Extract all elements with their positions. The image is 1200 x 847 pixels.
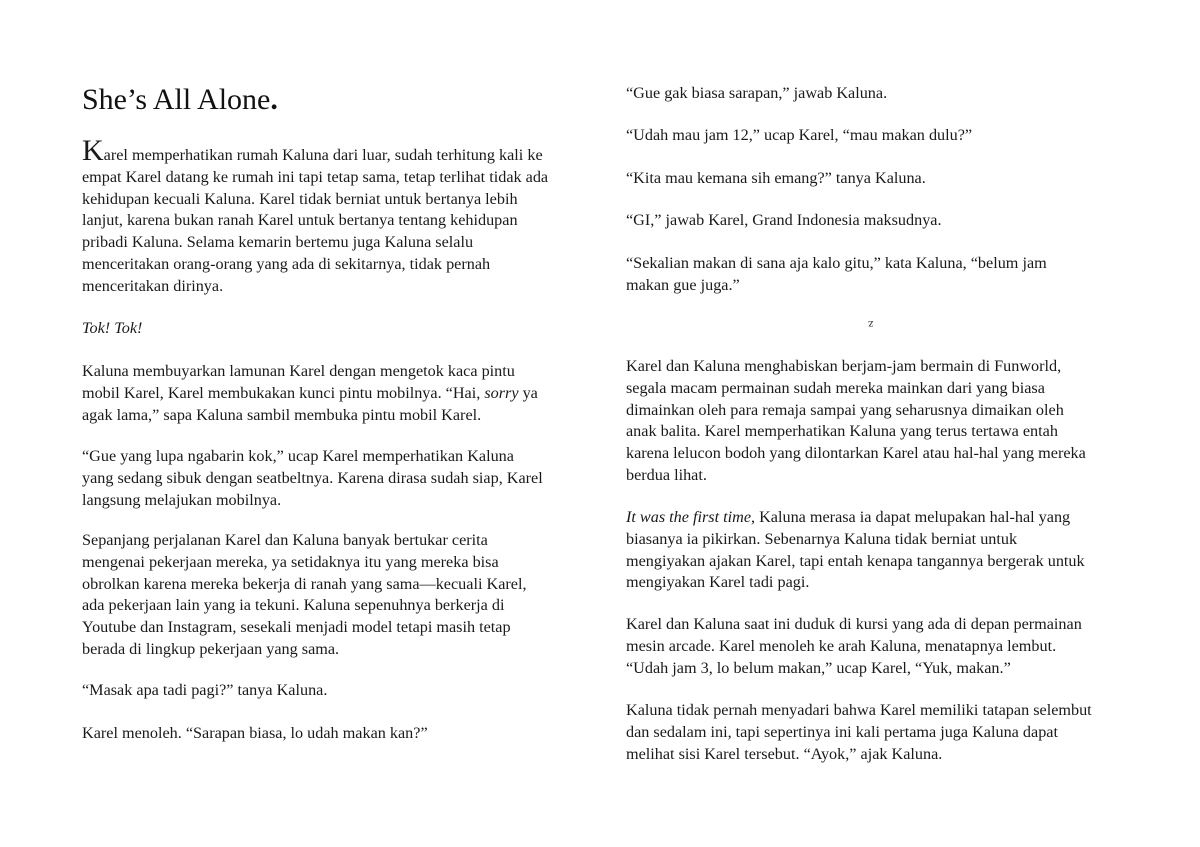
drop-cap: K	[82, 134, 104, 167]
text-line: karena lelucon bodoh yang dilontarkan Karel atau hal-hal yang mereka	[626, 444, 1086, 463]
text-line: makan gue juga.”	[626, 275, 740, 294]
left-paragraph-5	[82, 530, 527, 661]
text-line: Kaluna tidak pernah menyadari bahwa Karel memiliki tatapan selembut	[626, 701, 1092, 719]
right-paragraph-7	[626, 507, 1085, 594]
text-line: menceritakan orang-orang yang ada di sekitarnya, tidak pernah	[82, 254, 491, 273]
right-paragraph-9	[626, 700, 1092, 765]
right-paragraph-8	[626, 614, 1082, 679]
text-line-content: arel memperhatikan rumah Kaluna dari luar, sudah terhitung kali ke	[103, 146, 543, 164]
text-line: Sepanjang perjalanan Karel dan Kaluna banyak bertukar cerita	[82, 531, 488, 549]
text-line: mengiyakan ajakan Karel, tapi entah kenapa tangannya bergerak untuk	[626, 551, 1085, 570]
left-paragraph-6: “Masak apa tadi pagi?” tanya Kaluna.	[82, 681, 328, 699]
right-paragraph-4: “GI,” jawab Karel, Grand Indonesia maksudnya.	[626, 211, 942, 229]
text-line: kehidupan kecuali Kaluna. Karel tidak berniat untuk bertanya lebih	[82, 189, 518, 208]
left-paragraph-4	[82, 446, 543, 511]
text-line	[626, 507, 1085, 529]
text-line: “Sekalian makan di sana aja kalo gitu,” kata Kaluna, “belum jam	[626, 254, 1047, 272]
text-line: biasanya ia pikirkan. Sebenarnya Kaluna tidak berniat untuk	[626, 529, 1018, 548]
text-line: Kaluna membuyarkan lamunan Karel dengan mengetok kaca pintu	[82, 362, 515, 380]
text-line: obrolkan karena mereka bekerja di ranah yang sama—kecuali Karel,	[82, 574, 527, 593]
text-line: mengenai pekerjaan mereka, ya setidaknya itu yang mereka bisa	[82, 552, 499, 571]
text-line: yang sedang sibuk dengan seatbeltnya. Karena dirasa sudah siap, Karel	[82, 468, 543, 487]
text-line: langsung melajukan mobilnya.	[82, 490, 282, 509]
chapter-title	[82, 80, 278, 120]
left-paragraph-1	[82, 134, 549, 298]
text-line: agak lama,” sapa Kaluna sambil membuka pintu mobil Karel.	[82, 405, 482, 424]
text-line	[82, 383, 538, 405]
sound-effect-text: Tok! Tok!	[82, 319, 143, 337]
text-line: berada di lingkup pekerjaan yang sama.	[82, 639, 340, 658]
text-line: pribadi Kaluna. Selama kemarin bertemu juga Kaluna selalu	[82, 233, 474, 252]
text-line: berdua lihat.	[626, 465, 707, 484]
chapter-title-text: She’s All Alone	[82, 83, 271, 116]
right-paragraph-3: “Kita mau kemana sih emang?” tanya Kaluna.	[626, 169, 926, 187]
text-line: mesin arcade. Karel menoleh ke arah Kaluna, menatapnya lembut.	[626, 636, 1057, 655]
text-line: melihat sisi Karel tersebut. “Ayok,” ajak Kaluna.	[626, 744, 943, 763]
left-paragraph-7: Karel menoleh. “Sarapan biasa, lo udah makan kan?”	[82, 724, 428, 742]
scene-separator: z	[868, 318, 874, 332]
right-paragraph-1: “Gue gak biasa sarapan,” jawab Kaluna.	[626, 84, 888, 102]
text-line	[82, 134, 548, 167]
italic-phrase: It was the first time	[626, 508, 752, 526]
text-line: Youtube dan Instagram, sesekali menjadi model tetapi masih tetap	[82, 618, 511, 637]
text-line: menceritakan dirinya.	[82, 276, 224, 295]
text-line: Karel dan Kaluna menghabiskan berjam-jam bermain di Funworld,	[626, 357, 1062, 375]
right-paragraph-5	[626, 253, 1047, 297]
text-line: dimainkan oleh para remaja sampai yang seharusnya dimaikan oleh	[626, 400, 1064, 419]
text-line: “Udah jam 3, lo belum makan,” ucap Karel, “Yuk, makan.”	[626, 658, 1011, 677]
text-line: anak balita. Karel memperhatikan Kaluna yang terus tertawa entah	[626, 422, 1058, 441]
text-line: mengiyakan Karel tadi pagi.	[626, 573, 810, 592]
text-segment: , Kaluna merasa ia dapat melupakan hal-hal yang	[751, 508, 1071, 526]
right-paragraph-2: “Udah mau jam 12,” ucap Karel, “mau makan dulu?”	[626, 126, 973, 144]
right-paragraph-6	[626, 356, 1086, 487]
text-line: lanjut, karena bukan ranah Karel untuk bertanya tentang kehidupan	[82, 211, 518, 230]
text-segment: mobil Karel, Karel membukakan kunci pintu mobilnya. “Hai,	[82, 383, 485, 402]
italic-word: sorry	[484, 383, 519, 402]
chapter-title-dot: .	[270, 83, 278, 116]
text-line: ada pekerjaan lain yang ia tekuni. Kaluna sepenuhnya berkerja di	[82, 596, 505, 615]
left-paragraph-2	[82, 318, 142, 340]
text-line: dan sedalam ini, tapi sepertinya ini kali pertama juga Kaluna dapat	[626, 722, 1058, 741]
text-line: empat Karel datang ke rumah ini tapi tetap sama, tetap terlihat tidak ada	[82, 167, 549, 186]
text-line: “Gue yang lupa ngabarin kok,” ucap Karel memperhatikan Kaluna	[82, 447, 514, 465]
text-line: Karel dan Kaluna saat ini duduk di kursi yang ada di depan permainan	[626, 615, 1082, 633]
text-line: segala macam permainan sudah mereka mainkan dari yang biasa	[626, 378, 1045, 397]
left-paragraph-3	[82, 361, 538, 426]
text-segment: ya	[518, 383, 538, 402]
